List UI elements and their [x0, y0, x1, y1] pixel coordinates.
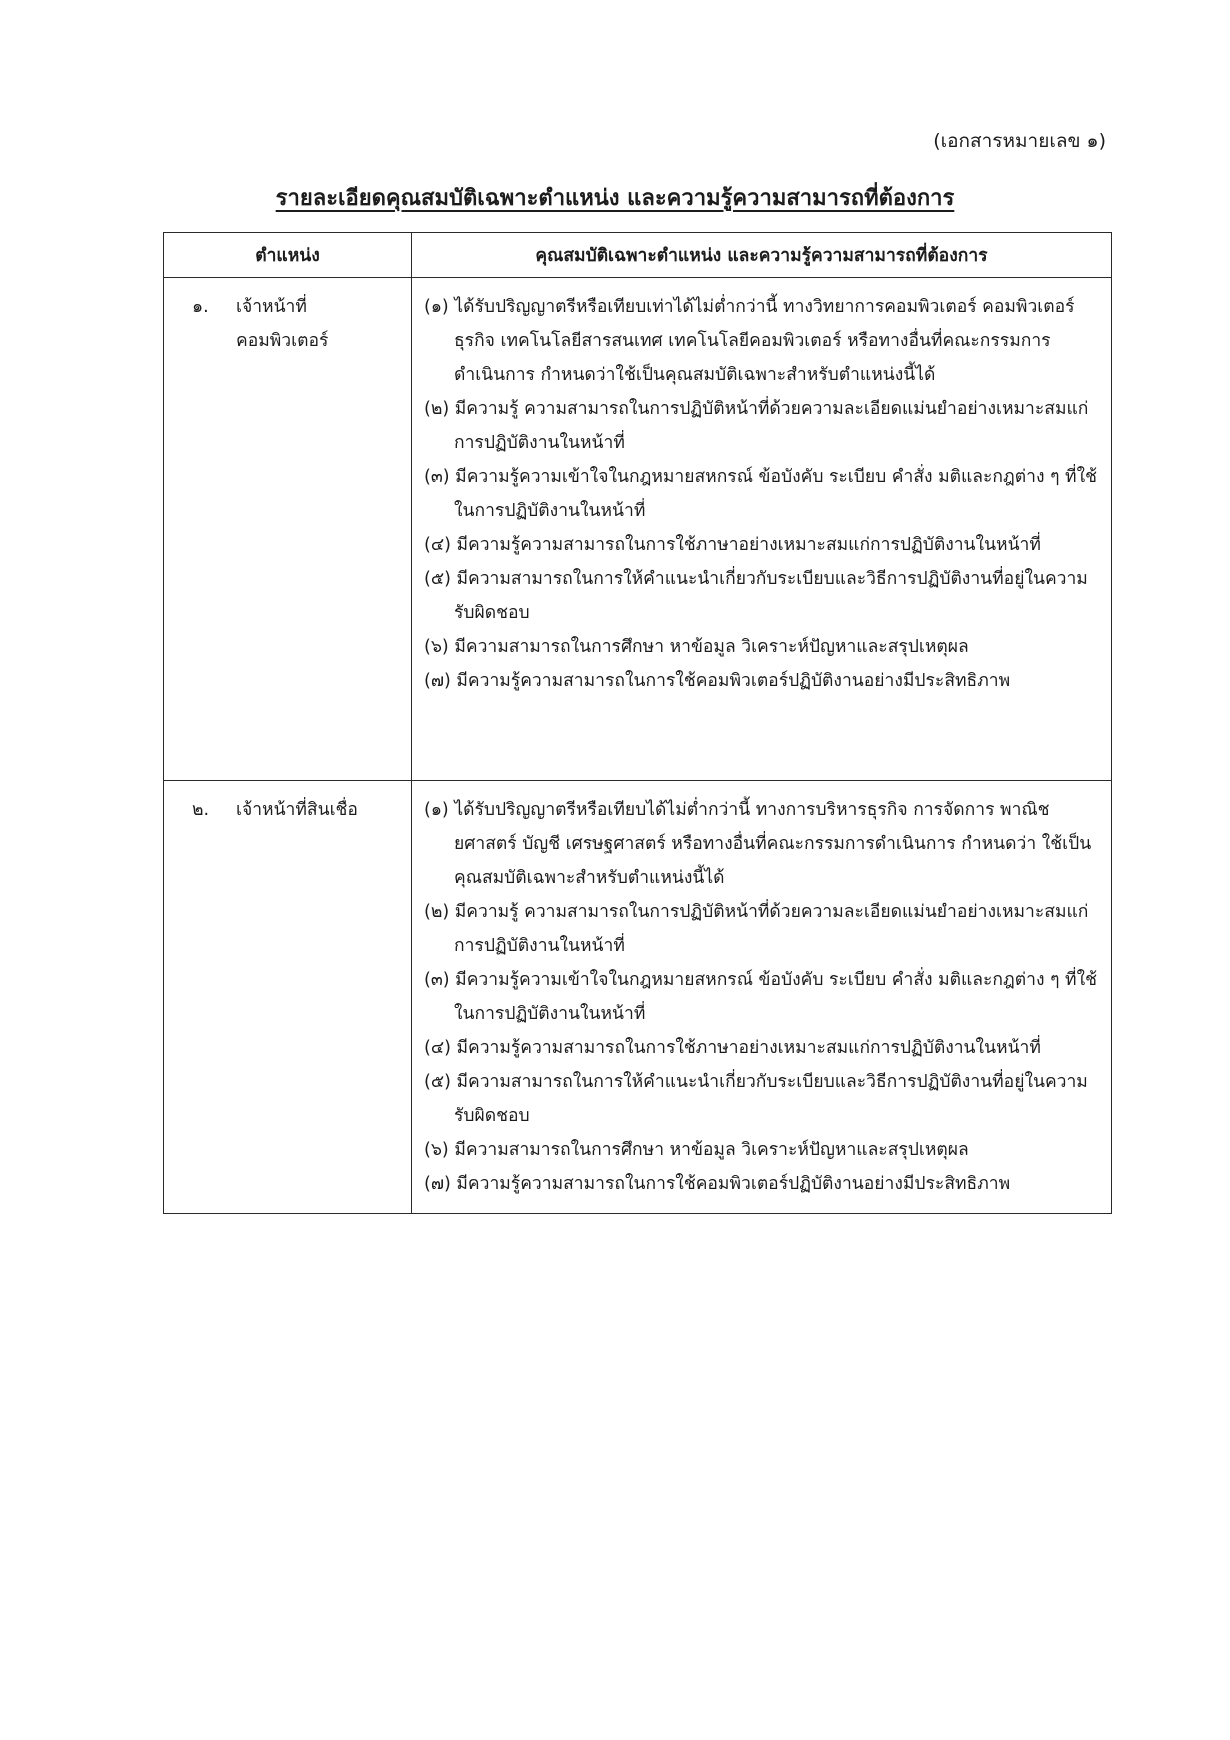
qualification-item: (๔) มีความรู้ความสามารถในการใช้ภาษาอย่างเหมาะสมแก่การปฏิบัติงานในหน้าที่ [424, 1038, 1041, 1058]
qualification-item: (๕) มีความสามารถในการให้คำแนะนำเกี่ยวกับระเบียบและวิธีการปฏิบัติงานที่อยู่ในความรับผิดชอบ [424, 569, 1088, 623]
qualification-item: (๓) มีความรู้ความเข้าใจในกฎหมายสหกรณ์ ข้อบังคับ ระเบียบ คำสั่ง มติและกฎต่าง ๆ ที่ใช้ในการปฏิบัติงานในหน้าที่ [424, 467, 1097, 521]
position-number: ๑. [192, 297, 209, 317]
position-cell [164, 781, 412, 1214]
qualification-cell [412, 278, 1112, 781]
qualification-table [163, 232, 1112, 1214]
header-qualifications: คุณสมบัติเฉพาะตำแหน่ง และความรู้ความสามารถที่ต้องการ [412, 233, 1112, 278]
qualification-item: (๕) มีความสามารถในการให้คำแนะนำเกี่ยวกับระเบียบและวิธีการปฏิบัติงานที่อยู่ในความรับผิดชอบ [424, 1072, 1088, 1126]
document-number: (เอกสารหมายเลข ๑) [933, 130, 1106, 152]
qualification-item: (๑) ได้รับปริญญาตรีหรือเทียบได้ไม่ต่ำกว่านี้ ทางการบริหารธุรกิจ การจัดการ พาณิชยศาสตร์ บัญชี เศรษฐศาสตร์ หรือทางอื่นที่คณะกรรมการดำเนินการ กำหนดว่า ใช้เป็นคุณสมบัติเฉพาะสำหรับตำแหน่งนี้ได้ [424, 800, 1092, 888]
qualification-cell [412, 781, 1112, 1214]
qualification-item: (๗) มีความรู้ความสามารถในการใช้คอมพิวเตอร์ปฏิบัติงานอย่างมีประสิทธิภาพ [424, 671, 1011, 691]
position-name: เจ้าหน้าที่สินเชื่อ [236, 800, 358, 820]
qualification-item: (๔) มีความรู้ความสามารถในการใช้ภาษาอย่างเหมาะสมแก่การปฏิบัติงานในหน้าที่ [424, 535, 1041, 555]
qualification-item: (๒) มีความรู้ ความสามารถในการปฏิบัติหน้าที่ด้วยความละเอียดแม่นยำอย่างเหมาะสมแก่การปฏิบัติงานในหน้าที่ [424, 399, 1089, 453]
header-position: ตำแหน่ง [164, 233, 412, 278]
table-row [164, 781, 1112, 1214]
position-number: ๒. [192, 800, 210, 820]
document-title: รายละเอียดคุณสมบัติเฉพาะตำแหน่ง และความรู้ความสามารถที่ต้องการ [275, 186, 955, 211]
table-header-row [164, 233, 1112, 278]
qualification-item: (๒) มีความรู้ ความสามารถในการปฏิบัติหน้าที่ด้วยความละเอียดแม่นยำอย่างเหมาะสมแก่การปฏิบัติงานในหน้าที่ [424, 902, 1089, 956]
position-name: เจ้าหน้าที่ คอมพิวเตอร์ [236, 297, 329, 351]
qualification-item: (๖) มีความสามารถในการศึกษา หาข้อมูล วิเคราะห์ปัญหาและสรุปเหตุผล [424, 637, 969, 657]
qualification-item: (๗) มีความรู้ความสามารถในการใช้คอมพิวเตอร์ปฏิบัติงานอย่างมีประสิทธิภาพ [424, 1174, 1011, 1194]
position-cell [164, 278, 412, 781]
qualification-item: (๑) ได้รับปริญญาตรีหรือเทียบเท่าได้ไม่ต่ำกว่านี้ ทางวิทยาการคอมพิวเตอร์ คอมพิวเตอร์ธุรกิจ เทคโนโลยีสารสนเทศ เทคโนโลยีคอมพิวเตอร์ หรือทางอื่นที่คณะกรรมการดำเนินการ กำหนดว่าใช้เป็นคุณสมบัติเฉพาะสำหรับตำแหน่งนี้ได้ [424, 297, 1075, 385]
qualification-item: (๓) มีความรู้ความเข้าใจในกฎหมายสหกรณ์ ข้อบังคับ ระเบียบ คำสั่ง มติและกฎต่าง ๆ ที่ใช้ในการปฏิบัติงานในหน้าที่ [424, 970, 1097, 1024]
table-row [164, 278, 1112, 781]
qualification-item: (๖) มีความสามารถในการศึกษา หาข้อมูล วิเคราะห์ปัญหาและสรุปเหตุผล [424, 1140, 969, 1160]
